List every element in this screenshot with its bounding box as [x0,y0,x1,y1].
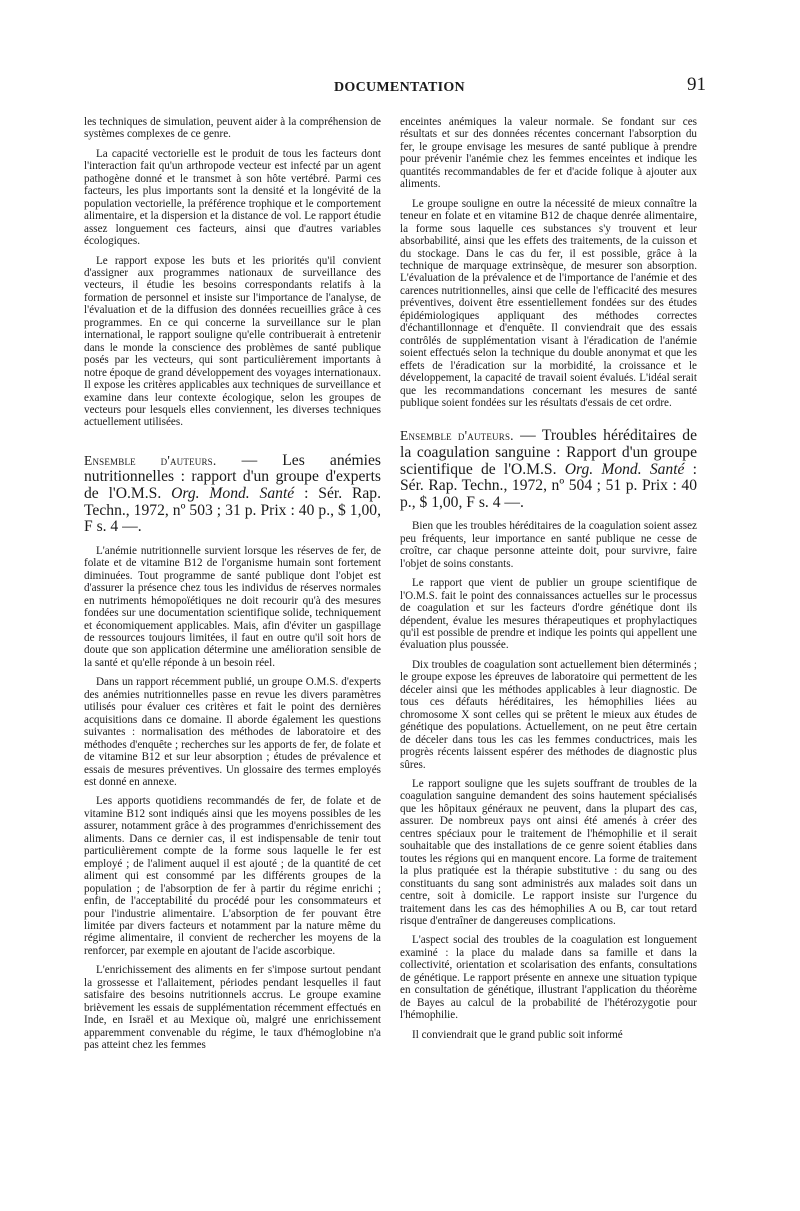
right-column [400,116,697,1048]
review-series: Org. Mond. Santé [171,485,295,503]
paragraph: Bien que les troubles héréditaires de la coagulation soient assez peu fréquents, leur importance en santé publique ne cesse de croître, car chaque personne atteinte doit, pour survivre, faire l'objet de soins constants. [400,520,697,570]
paragraph: L'enrichissement des aliments en fer s'impose surtout pendant la grossesse et l'allaitement, périodes pendant lesquelles il faut satisfaire des besoins nutritionnels accrus. Le groupe examine brièvement les essais de supplémentation récemment effectués en Inde, en Israël et au Mexique où, malgré une enrichissement apparemment convenable du régime, le taux d'hémoglobine n'a pas atteint chez les femmes [84,964,381,1052]
page-number: 91 [687,74,706,95]
paragraph: enceintes anémiques la valeur normale. Se fondant sur ces résultats et sur des données récentes concernant l'absorption du fer, le groupe envisage les mesures de santé publique à prendre pour prévenir l'anémie chez les femmes enceintes et indique les quantités recommandables de fer et d'acide folique à ajouter aux aliments. [400,116,697,191]
review-heading-coagulation [400,428,697,511]
paragraph: Les apports quotidiens recommandés de fer, de folate et de vitamine B12 sont indiqués ainsi que les moyens possibles de les assurer, notamment grâce à des programmes d'enrichissement des aliments. Dans ce dernier cas, il est indispensable de tenir tout particulièrement compte de la forme sous laquelle le fer est employé ; de l'aliment auquel il est ajouté ; de la quantité de cet aliment qui est consommé par les différents groupes de la population ; de l'absorption de fer à partir du régime enrichi ; enfin, de l'acceptabilité du procédé pour les consommateurs et pour l'industrie alimentaire. L'absorption de fer pouvant être limitée par divers facteurs et notamment par la nature même du régime alimentaire, il convient de rechercher les moyens de la renforcer, par exemple en ajoutant de l'acide ascorbique. [84,795,381,957]
review-author: Ensemble d'auteurs. [400,428,514,444]
review-publication-info: : Sér. Rap. Techn., 1972, nº 503 ; 31 p. Prix : 40 p., $ 1,00, F s. 4 —. [84,485,381,536]
review-author: Ensemble d'auteurs. [84,452,217,468]
paragraph: Dans un rapport récemment publié, un groupe O.M.S. d'experts des anémies nutritionnelles passe en revue les divers paramètres utilisés pour évaluer ces critères et fait le point des dernières acquisitions dans ce domaine. Il aborde également les questions suivantes : normalisation des méthodes de laboratoire et des méthodes d'enquête ; recherches sur les apports de fer, de folate et de vitamine B12 et sur leur absorption ; études de prévalence et essais de mesures préventives. Un glossaire des termes employés est donné en annexe. [84,676,381,788]
paragraph: L'aspect social des troubles de la coagulation est longuement examiné : la place du malade dans sa famille et dans la collectivité, orientation et scolarisation des enfants, consultations de génétique. Le rapport présente en annexe une situation typique en consultation de génétique, illustrant l'application du théorème de Bayes au calcul de la probabilité de l'hétérozygotie pour l'hémophilie. [400,934,697,1022]
paragraph: La capacité vectorielle est le produit de tous les facteurs dont l'interaction fait qu'un arthropode vecteur est infecté par un agent pathogène donné et le transmet à son hôte vertébré. Parmi ces facteurs, les plus importants sont la densité et la longévité de la population vectorielle, la préférence trophique et le comportement alimentaire, et la dispersion et la distance de vol. Le rapport étudie assez longuement ces facteurs, ainsi que d'autres variables écologiques. [84,147,381,248]
review-publication-info: : Sér. Rap. Techn., 1972, nº 504 ; 51 p. Prix : 40 p., $ 1,00, F s. 4 —. [400,460,697,511]
review-title: — Les anémies nutritionnelles : rapport d'un groupe d'experts de l'O.M.S. [84,451,381,503]
left-column [84,116,381,1059]
paragraph: Le rapport que vient de publier un groupe scientifique de l'O.M.S. fait le point des connaissances actuelles sur le processus de coagulation et sur les facteurs d'ordre génétique dont ils dépendent, évalue les mesures thérapeutiques et prophylactiques qu'il est possible de prendre et indique les points qui appellent une évaluation plus poussée. [400,577,697,652]
paragraph: Le groupe souligne en outre la nécessité de mieux connaître la teneur en folate et en vitamine B12 de chaque denrée alimentaire, la forme sous laquelle ces substances s'y trouvent et leur absorbabilité, ainsi que les effets des traitements, de la cuisson et du stockage. Dans le cas du fer, il est possible, grâce à la technique de marquage extrinsèque, de mesurer son absorption. L'évaluation de la prévalence et de l'importance de l'anémie et des carences nutritionnelles, ainsi que celle de l'efficacité des mesures préventives, doivent être essentiellement fondées sur des études épidémiologiques appliquant des méthodes correctes d'échantillonnage et d'enquête. Il conviendrait que des essais contrôlés de supplémentation visant à l'éradication de l'anémie soient effectués selon la technique du double anonymat et que les effets de l'éradication sur la morbidité, la croissance et le développement, la capacité de travail soient évalués. L'idéal serait que les recommandations concernant les mesures de santé publique soient fondées sur les résultats d'essais de cet ordre. [400,197,697,409]
paragraph: les techniques de simulation, peuvent aider à la compréhension de systèmes complexes de ce genre. [84,116,381,141]
review-series: Org. Mond. Santé [564,460,685,478]
review-heading-anemies [84,453,381,536]
paragraph: Dix troubles de coagulation sont actuellement bien déterminés ; le groupe expose les épreuves de laboratoire qui permettent de les déceler ainsi que les méthodes applicables à leur diagnostic. De tous ces défauts héréditaires, les hémophilies liées au chromosome X sont celles qui se prêtent le mieux aux études de génétique des populations. Actuellement, on ne peut être certain de déceler dans tous les cas les femmes conductrices, mais les progrès récents laissent espérer des méthodes de diagnostic plus sûres. [400,658,697,771]
page-header [84,76,706,102]
paragraph: Le rapport expose les buts et les priorités qu'il convient d'assigner aux programmes nationaux de surveillance des vecteurs, il étudie les besoins correspondants relatifs à la formation de personnel et insiste sur l'importance de l'analyse, de l'évaluation et de la diffusion des données recueillies grâce à ces programmes. En ce qui concerne la surveillance sur le plan international, le rapport souligne qu'elle contribuerait à entretenir dans le monde la conscience des problèmes de santé publique posés par les vecteurs, qui sont particulièrement importants à notre époque de grand développement des voyages internationaux. Il expose les critères applicables aux techniques de surveillance et examine dans leur contexte écologique, selon les groupes de vecteurs pour lesquels elles conviennent, les diverses techniques actuellement utilisées. [84,254,381,429]
running-head: DOCUMENTATION [334,80,465,95]
review-title: — Troubles héréditaires de la coagulation sanguine : Rapport d'un groupe scientifique de l'O.M.S. [400,427,697,478]
paragraph: Le rapport souligne que les sujets souffrant de troubles de la coagulation sanguine demandent des soins hautement spécialisés que les hôpitaux généraux ne peuvent, dans la plupart des cas, assurer. De nombreux pays ont ainsi été amenés à créer des centres spéciaux pour le traitement de l'hémophilie et il serait souhaitable que des installations de ce genre soient établies dans toutes les régions qui en manquent encore. La forme de traitement la plus pratiquée est la thérapie substitutive : du sang ou des constituants du sang sont administrés aux malades soit dans un centre, soit à domicile. Le rapport insiste sur l'urgence du traitement dans les cas des hémophilies A ou B, car tout retard risque d'entraîner de dangereuses complications. [400,778,697,927]
paragraph: L'anémie nutritionnelle survient lorsque les réserves de fer, de folate et de vitamine B12 de l'organisme humain sont fortement diminuées. Tout programme de santé publique dont l'objet est d'assurer la présence chez tous les individus de réserves normales en nutriments hémopoïétiques ne doit recourir qu'à des mesures fondées sur une documentation scientifique solide, techniquement et économiquement applicables. Mais, afin d'éviter un gaspillage de ressources toujours limitées, il faut en outre qu'il soit hors de doute que son application détermine une amélioration sensible de la santé et qu'elle réponde à un besoin réel. [84,544,381,669]
paragraph: Il conviendrait que le grand public soit informé [412,1028,623,1041]
